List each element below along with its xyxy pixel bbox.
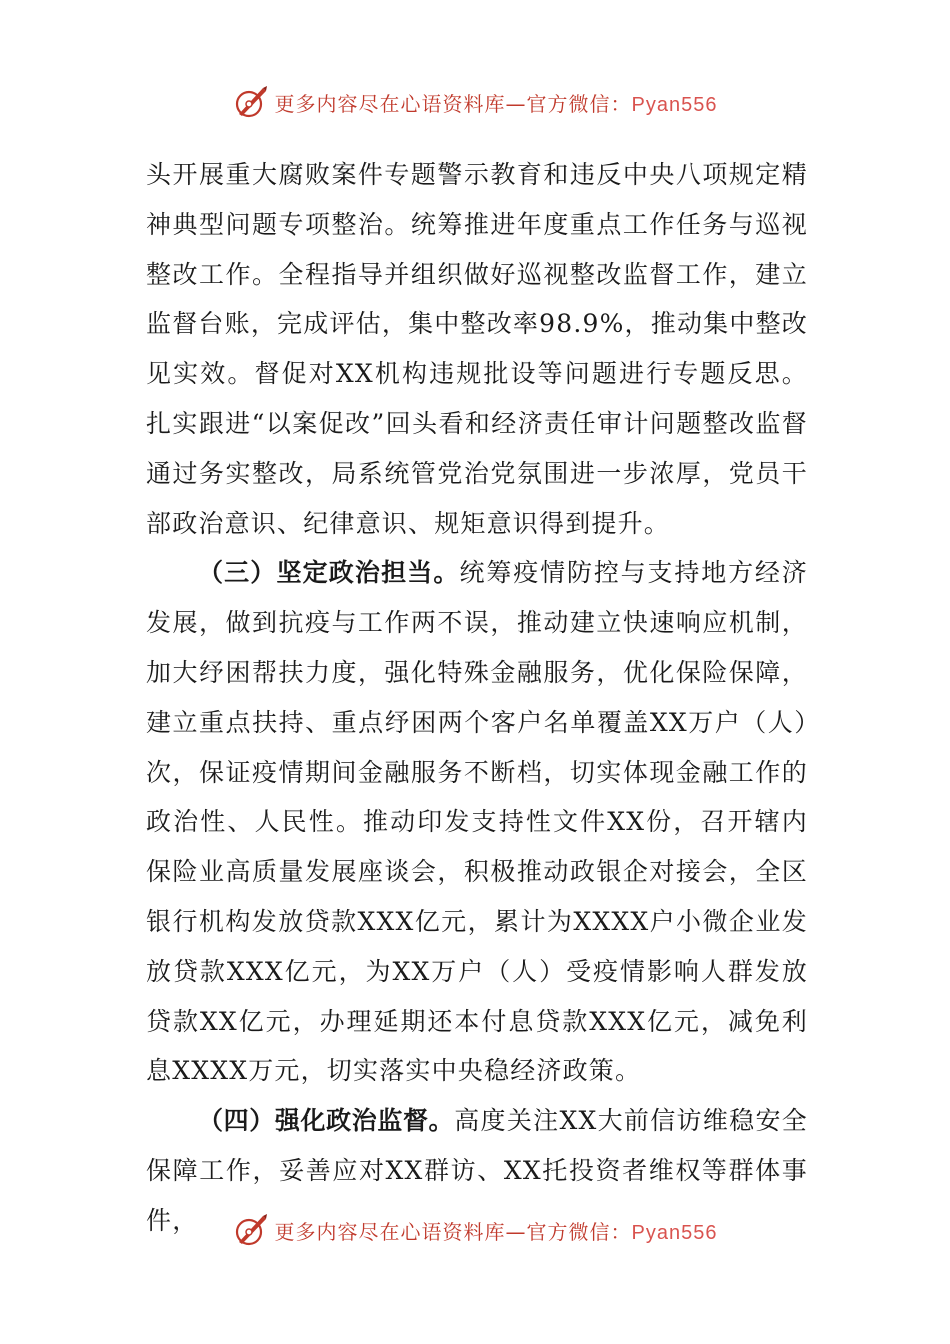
section-heading-4: （四）强化政治监督。 xyxy=(198,1106,455,1136)
banner-text: 更多内容尽在心语资料库—官方微信：Pyan556 xyxy=(274,91,718,116)
paragraph-continuation: 头开展重大腐败案件专题警示教育和违反中央八项规定精神典型问题专项整治。统筹推进年度重点工作任务与巡视整改工作。全程指导并组织做好巡视整改监督工作，建立监督台账，完成评估，集中整改率98.9%，推动集中整改见实效。督促对XX机构违规批设等问题进行专题反思。扎实跟进“以案促改”回头看和经济责任审计问题整改监督通过务实整改，局系统管党治党氛围进一步浓厚，党员干部政治意识、纪律意识、规矩意识得到提升。 xyxy=(146,160,808,538)
wechat-account: Pyan556 xyxy=(631,1221,718,1244)
quill-pen-logo-icon xyxy=(233,84,269,120)
banner-text: 更多内容尽在心语资料库—官方微信：Pyan556 xyxy=(274,1219,718,1244)
quill-pen-logo-icon xyxy=(233,1212,269,1248)
footer-banner xyxy=(0,1208,950,1252)
header-banner xyxy=(0,80,950,124)
paragraph-section-3: （三）坚定政治担当。统筹疫情防控与支持地方经济发展，做到抗疫与工作两不误，推动建立快速响应机制，加大纾困帮扶力度，强化特殊金融服务，优化保险保障，建立重点扶持、重点纾困两个客户名单覆盖XX万户（人）次，保证疫情期间金融服务不断档，切实体现金融工作的政治性、人民性。推动印发支持性文件XX份，召开辖内保险业高质量发展座谈会，积极推动政银企对接会，全区银行机构发放贷款XXX亿元，累计为XXXX户小微企业发放贷款XXX亿元，为XX万户（人）受疫情影响人群发放贷款XX亿元，办理延期还本付息贷款XXX亿元，减免利息XXXX万元，切实落实中央稳经济政策。 xyxy=(146,558,808,1086)
paragraph-section-4: （四）强化政治监督。高度关注XX大前信访维稳安全保障工作，妥善应对XX群访、XX托投资者维权等群体事件， xyxy=(146,1106,808,1235)
section-heading-3: （三）坚定政治担当。 xyxy=(198,558,460,588)
document-body xyxy=(146,150,808,1246)
wechat-account: Pyan556 xyxy=(631,93,718,116)
